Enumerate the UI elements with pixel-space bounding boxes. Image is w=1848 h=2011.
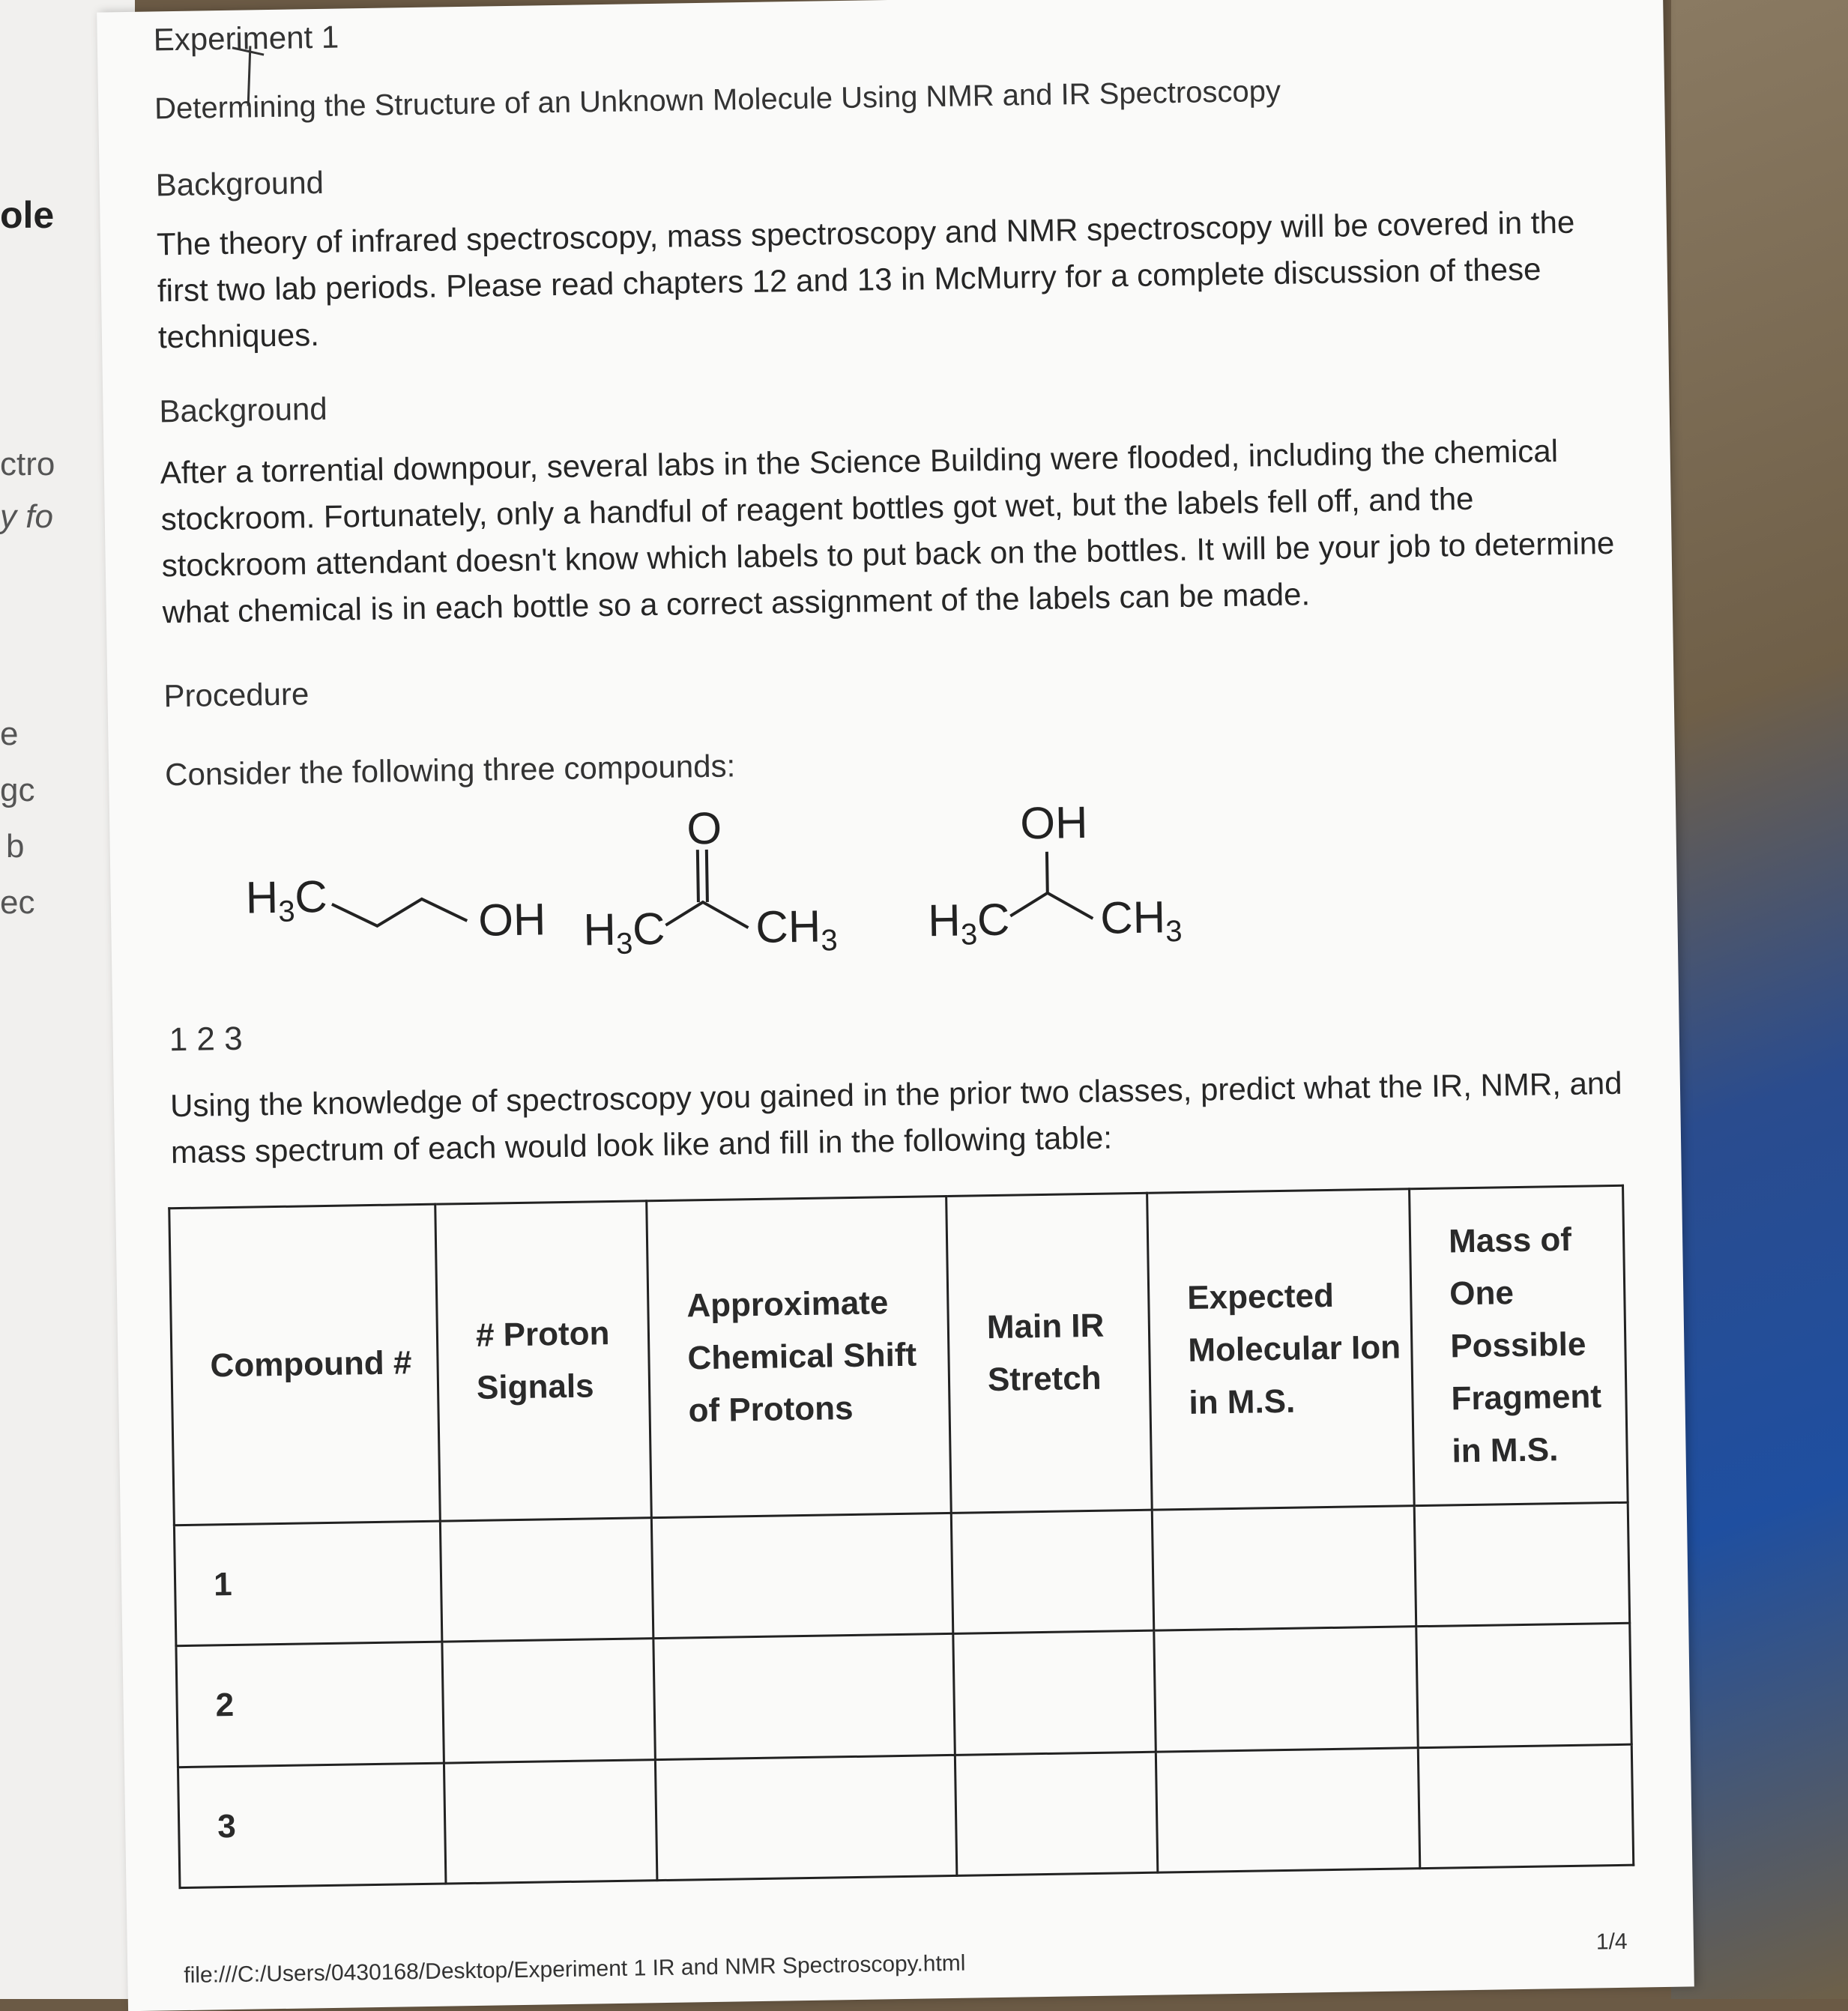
side-fragment-1: ctro	[0, 446, 55, 483]
cell-compound-1: 1	[174, 1521, 441, 1646]
background-paragraph-1: The theory of infrared spectroscopy, mass spectroscopy and NMR spectroscopy will be covered in the first two lab periods. Please read chapters 12 and 13 in McMurry for a complete discussion of these techniques.	[156, 204, 1575, 355]
background-desk	[1671, 0, 1848, 1999]
side-fragment-0: ole	[0, 194, 55, 236]
c3-top-label: OH	[1019, 796, 1088, 849]
c2-top-label: O	[686, 802, 722, 854]
header-compound: Compound #	[169, 1204, 441, 1525]
cell-empty[interactable]	[1152, 1506, 1416, 1631]
c1-left-label: $H_3C$	[245, 871, 328, 928]
header-proton-signals: # Proton Signals	[435, 1201, 652, 1521]
table-row	[178, 1744, 1633, 1888]
chemical-structures	[154, 788, 1281, 1016]
cell-compound-3: 3	[178, 1763, 445, 1888]
side-fragment-3: e	[0, 716, 19, 752]
cell-empty[interactable]	[1416, 1624, 1631, 1748]
cell-empty[interactable]	[1414, 1502, 1629, 1627]
cell-empty[interactable]	[655, 1755, 956, 1881]
compound-numbers: 1 2 3	[169, 1020, 243, 1059]
cell-empty[interactable]	[1418, 1744, 1633, 1869]
side-fragment-2: y fo	[0, 498, 53, 535]
cell-empty[interactable]	[1154, 1627, 1418, 1752]
page-number: 1/4	[1595, 1929, 1628, 1955]
cell-empty[interactable]	[653, 1634, 955, 1760]
side-fragment-6: ec	[0, 884, 35, 921]
compound-2-structure	[582, 801, 838, 961]
document-header: Experiment 1	[153, 19, 339, 58]
background-heading-1: Background	[155, 164, 324, 203]
header-chemical-shift: Approximate Chemical Shift of Protons	[647, 1196, 952, 1517]
cell-empty[interactable]	[651, 1513, 952, 1639]
c1-right-label: OH	[477, 894, 546, 946]
instruction-paragraph: Using the knowledge of spectroscopy you gained in the prior two classes, predict what the IR, NMR, and mass spectrum of each would look like and fill in the following table:	[169, 1065, 1622, 1170]
cell-empty[interactable]	[440, 1518, 653, 1642]
header-fragment-mass: Mass of One Possible Fragment in M.S.	[1410, 1185, 1628, 1505]
background-paragraph-2: After a torrential downpour, several labs in the Science Building were flooded, including the chemical stockroom. Fortunately, only a handful of reagent bottles got wet, but the labels fell off, and the stockroom attendant doesn't know which labels to put back on the bottles. It will be your job to determine what chemical is in each bottle so a correct assignment of the labels can be made.	[160, 433, 1615, 630]
cell-compound-2: 2	[176, 1642, 444, 1767]
header-ir-stretch: Main IR Stretch	[946, 1193, 1153, 1513]
footer-file-path: file:///C:/Users/0430168/Desktop/Experiment 1 IR and NMR Spectroscopy.html	[184, 1950, 966, 1989]
cell-empty[interactable]	[442, 1639, 655, 1763]
spectroscopy-table	[168, 1185, 1634, 1889]
compound-3-structure	[926, 796, 1183, 952]
table-row	[176, 1624, 1631, 1767]
cell-empty[interactable]	[953, 1631, 1156, 1756]
consider-text: Consider the following three compounds:	[164, 748, 736, 793]
table-row	[174, 1502, 1629, 1646]
side-fragment-4: gc	[0, 772, 35, 808]
procedure-heading: Procedure	[163, 676, 309, 714]
c2-left-label: $H_3C$	[582, 903, 665, 961]
cell-empty[interactable]	[444, 1759, 656, 1884]
c2-right-label: $CH_3$	[755, 901, 839, 958]
document-page	[97, 0, 1694, 2011]
document-title: Determining the Structure of an Unknown Molecule Using NMR and IR Spectroscopy	[154, 74, 1281, 126]
cell-empty[interactable]	[951, 1510, 1154, 1634]
background-heading-2: Background	[159, 390, 328, 429]
cell-empty[interactable]	[1156, 1747, 1419, 1872]
header-molecular-ion: Expected Molecular Ion in M.S.	[1147, 1189, 1415, 1510]
c3-right-label: $CH_3$	[1099, 892, 1183, 949]
table-header-row	[169, 1185, 1628, 1525]
side-fragment-5: b	[6, 828, 25, 865]
compound-1-structure	[245, 868, 546, 949]
cell-empty[interactable]	[955, 1752, 1158, 1876]
c3-left-label: $H_3C$	[927, 894, 1010, 952]
